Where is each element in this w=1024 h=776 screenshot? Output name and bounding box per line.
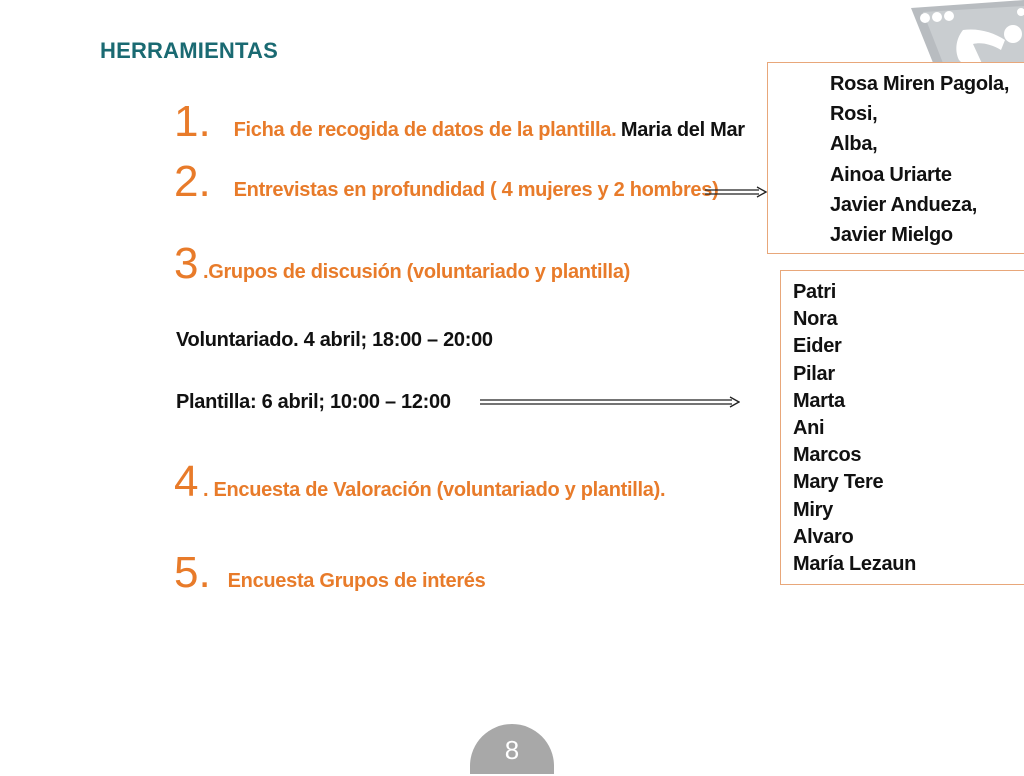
interviewees-box bbox=[767, 62, 1024, 254]
session-plantilla: Plantilla: 6 abril; 10:00 – 12:00 bbox=[176, 391, 451, 413]
list-item: Eider bbox=[793, 335, 842, 358]
page-title: HERRAMIENTAS bbox=[100, 38, 278, 63]
tool-item-text: Entrevistas en profundidad ( 4 mujeres y 2 hombres) bbox=[233, 179, 719, 201]
group-members-box bbox=[780, 270, 1024, 585]
list-item: Rosa Miren Pagola, bbox=[830, 73, 1010, 95]
list-item: Patri bbox=[793, 281, 836, 303]
list-item: Alvaro bbox=[793, 525, 854, 548]
tool-item-number: 5. bbox=[174, 548, 211, 597]
tool-item-text: . Encuesta de Valoración (voluntariado y plantilla). bbox=[202, 479, 666, 501]
tool-item-number: 2. bbox=[174, 157, 211, 206]
list-item: Alba, bbox=[830, 133, 878, 156]
list-item: Mary Tere bbox=[793, 471, 884, 494]
page-number: 8 bbox=[470, 724, 554, 774]
group-members-list bbox=[793, 279, 916, 578]
list-item: Pilar bbox=[793, 362, 835, 385]
tool-item-3 bbox=[174, 239, 631, 288]
list-item: Nora bbox=[793, 308, 838, 331]
list-item: Marta bbox=[793, 389, 845, 412]
list-item: Marcos bbox=[793, 444, 862, 467]
interviewees-list bbox=[830, 69, 1009, 250]
tool-item-text: Encuesta Grupos de interés bbox=[227, 570, 486, 592]
tool-item-owner: Maria del Mar bbox=[620, 119, 745, 141]
tool-item-2 bbox=[174, 157, 719, 206]
list-item: Javier Mielgo bbox=[830, 224, 953, 247]
list-item: María Lezaun bbox=[793, 553, 917, 576]
list-item: Javier Andueza, bbox=[830, 193, 978, 216]
tool-item-5 bbox=[174, 548, 486, 597]
session-voluntariado: Voluntariado. 4 abril; 18:00 – 20:00 bbox=[176, 329, 493, 351]
tool-item-text: Ficha de recogida de datos de la plantilla. bbox=[233, 119, 617, 141]
list-item: Rosi, bbox=[830, 103, 878, 126]
tool-item-number: 3 bbox=[174, 239, 199, 288]
list-item: Ainoa Uriarte bbox=[830, 163, 952, 186]
tool-item-4 bbox=[174, 457, 666, 506]
tool-item-text: .Grupos de discusión (voluntariado y plantilla) bbox=[202, 261, 631, 283]
list-item: Miry bbox=[793, 498, 833, 521]
tool-item-1 bbox=[174, 97, 745, 146]
arrow-right-icon bbox=[480, 396, 740, 408]
arrow-right-icon bbox=[705, 186, 767, 198]
tool-item-number: 1. bbox=[174, 97, 211, 146]
tool-item-number: 4 bbox=[174, 457, 199, 506]
list-item: Ani bbox=[793, 417, 825, 440]
